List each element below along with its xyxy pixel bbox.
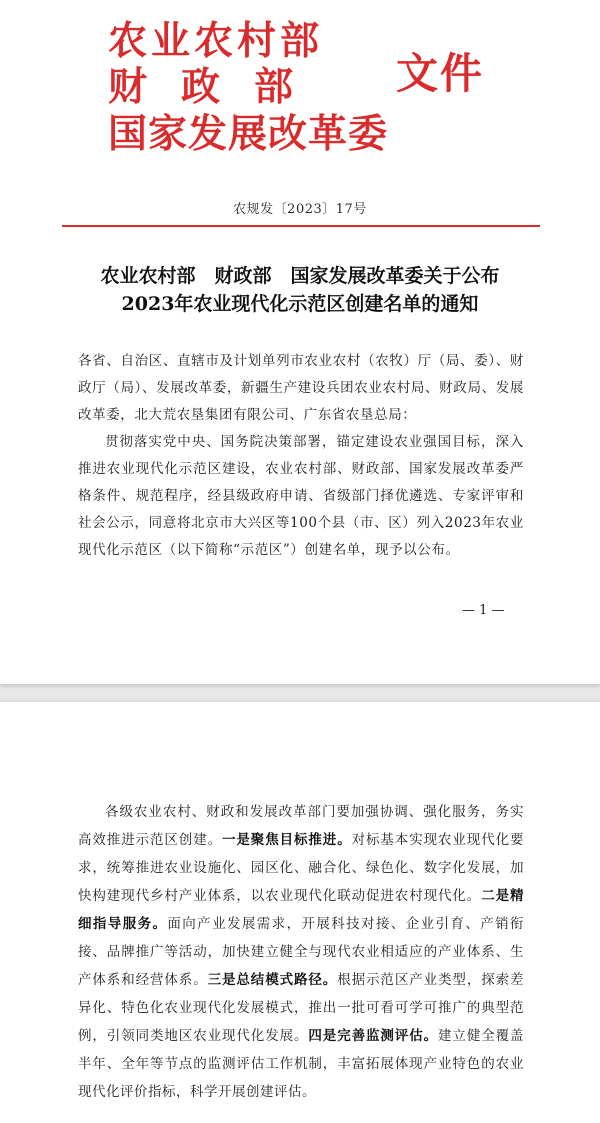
page-number: — 1 — <box>462 603 505 618</box>
issuer-ndrc: 国家发展改革委 <box>108 112 389 157</box>
point-2-title: 二是精细指导服务。 <box>78 888 525 932</box>
letterhead-doc-type: 文件 <box>396 49 485 98</box>
addressee-paragraph: 各省、自治区、直辖市及计划单列市农业农村（农牧）厅（局、委）、财政厅（局）、发展改革委，新疆生产建设兵团农业农村局、财政局、发展改革委，北大荒农垦集团有限公司、广东省农垦总局： <box>78 353 524 423</box>
point-3-text: 根据示范区产业类型，探索差异化、特色化农业现代化发展模式，推出一批可看可学可推广的典型范例，引领同类地区农业现代化发展。 <box>78 972 525 1044</box>
paragraph-2-intro: 各级农业农村、财政和发展改革部门要加强协调、强化服务，务实高效推进示范区创建。 <box>78 804 524 848</box>
point-1-text: 对标基本实现农业现代化要求，统筹推进农业设施化、园区化、融合化、绿色化、数字化发展，加快构建现代乡村产业体系，以农业现代化联动促进农村现代化。 <box>78 832 525 904</box>
title-line-2: 2023年农业现代化示范区创建名单的通知 <box>121 293 479 315</box>
title-line-1: 农业农村部 财政部 国家发展改革委关于公布 <box>100 265 500 287</box>
point-4-title: 四是完善监测评估。 <box>308 1028 439 1044</box>
point-4-text: 建立健全覆盖半年、全年等节点的监测评估工作机制，丰富拓展体现产业特色的农业现代化评价指标，科学开展创建评估。 <box>78 1028 525 1100</box>
point-1-title: 一是聚焦目标推进。 <box>222 832 352 848</box>
letterhead-red-rule <box>62 225 540 227</box>
letterhead <box>108 20 528 170</box>
document-number: 农规发〔2023〕17号 <box>233 202 367 217</box>
body-paragraph-2 <box>78 798 524 1106</box>
body-paragraph-1: 贯彻落实党中央、国务院决策部署，锚定建设农业强国目标，深入推进农业现代化示范区建设，农业农村部、财政部、国家发展改革委严格条件、规范程序，经县级政府申请、省级部门择优遴选、专家评审和社会公示，同意将北京市大兴区等100个县（市、区）列入2023年农业现代化示范区（以下简称“示范区”）创建名单，现予以公布。 <box>78 434 524 558</box>
issuer-ministry-finance: 财政部 <box>108 65 328 110</box>
point-3-title: 三是总结模式路径。 <box>207 972 338 988</box>
issuer-ministry-agriculture: 农业农村部 <box>108 19 324 64</box>
document-title <box>40 262 560 318</box>
document-page-2 <box>0 702 600 1123</box>
point-2-text: 面向产业发展需求，开展科技对接、企业引育、产销衔接、品牌推广等活动，加快建立健全与现代农业相适应的产业体系、生产体系和经营体系。 <box>78 916 525 988</box>
